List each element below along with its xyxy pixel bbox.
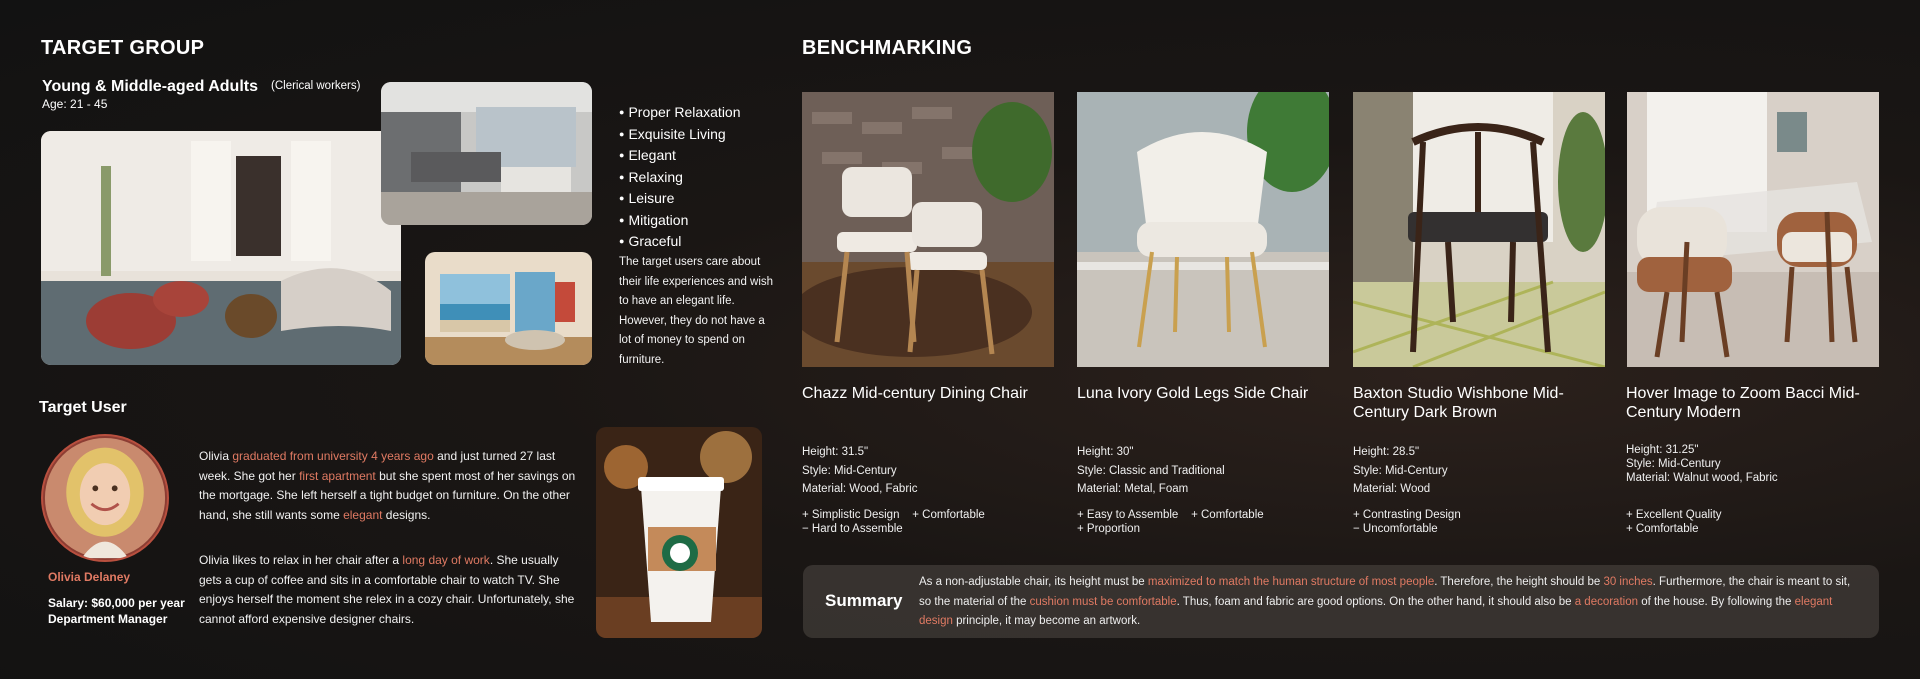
chair-1-photo — [802, 92, 1054, 367]
target-group-title: TARGET GROUP — [41, 37, 205, 59]
keyword-item: ● Relaxing — [619, 168, 741, 190]
chair-3-photo — [1353, 92, 1605, 367]
age-range: Age: 21 - 45 — [42, 97, 108, 111]
user-story-paragraph-2: Olivia likes to relax in her chair after a long day of work. She usually gets a cup of coffee and sits in a comfortable chair to watch TV. She enjoys herself the moment she relex in a cozy chair. Unfortunately, she cannot afford expensive designer chairs. — [199, 553, 575, 626]
chair-1-style: Style: Mid-Century — [802, 464, 897, 477]
user-avatar — [41, 434, 169, 562]
chair-4-specs — [1626, 443, 1778, 485]
user-job: Department Manager — [48, 612, 168, 626]
user-story-paragraph-1: Olivia graduated from university 4 years ago and just turned 27 last week. She got her first apartment but she spent most of her savings on the mortgage. She left herself a tight budget on furniture. On the other hand, she still wants some elegant designs. — [199, 449, 576, 522]
chair-1-material: Material: Wood, Fabric — [802, 483, 918, 495]
chair-1-specs — [802, 443, 917, 499]
keyword-item: ● Exquisite Living — [619, 125, 741, 147]
keyword-list — [619, 103, 741, 254]
chair-3-material: Material: Wood — [1353, 483, 1431, 495]
chair-1-name: Chazz Mid-century Dining Chair — [802, 385, 1028, 402]
chair-2-specs — [1077, 443, 1225, 499]
audience-label: Young & Middle-aged Adults — [42, 78, 258, 95]
chair-3-height: Height: 28.5" — [1353, 446, 1420, 458]
chair-4-material: Material: Walnut wood, Fabric — [1626, 472, 1778, 484]
chair-3-specs — [1353, 443, 1448, 499]
chair-3-name: Baxton Studio Wishbone Mid-Century Dark Brown — [1353, 385, 1564, 421]
keyword-item: ● Elegant — [619, 146, 741, 168]
audience-note: (Clerical workers) — [271, 80, 361, 92]
chair-4-height: Height: 31.25" — [1626, 444, 1699, 456]
chair-4-pros-cons: + Excellent Quality + Comfortable — [1626, 509, 1722, 535]
chair-2-style: Style: Classic and Traditional — [1077, 464, 1225, 477]
user-name: Olivia Delaney — [48, 570, 131, 584]
keyword-item: ● Proper Relaxation — [619, 103, 741, 125]
chair-3-pros-cons: + Contrasting Design − Uncomfortable — [1353, 509, 1461, 535]
ocean-view-photo — [425, 252, 592, 365]
chair-2-pros-cons: + Easy to Assemble + Comfortable + Proportion — [1077, 509, 1264, 535]
chair-4-name: Hover Image to Zoom Bacci Mid-Century Modern — [1626, 385, 1860, 421]
chair-2-name: Luna Ivory Gold Legs Side Chair — [1077, 385, 1309, 402]
keyword-item: ● Graceful — [619, 232, 741, 254]
chair-1-pros-cons: + Simplistic Design + Comfortable − Hard to Assemble — [802, 509, 985, 535]
target-user-title: Target User — [39, 399, 127, 416]
benchmarking-title: BENCHMARKING — [802, 37, 973, 59]
chair-2-height: Height: 30" — [1077, 446, 1134, 458]
target-group-description: The target users care about their life experiences and wish to have an elegant life. However, they do not have a lot of money to spend on furniture. — [619, 256, 774, 366]
summary-box — [803, 565, 1879, 638]
user-salary: Salary: $60,000 per year — [48, 596, 185, 610]
chair-4-style: Style: Mid-Century — [1626, 458, 1721, 470]
chair-2-photo — [1077, 92, 1329, 367]
chair-2-material: Material: Metal, Foam — [1077, 483, 1189, 495]
summary-text: As a non-adjustable chair, its height must be maximized to match the human structure of most people. Therefore, the height should be 30 inches. Furthermore, the chair is meant to sit, so the material of the cushion must be comfortable. Thus, foam and fabric are good options. On the other hand, it should also be a decoration of the house. By following the elegant design principle, it may become an artwork. — [919, 576, 1851, 627]
coffee-cup-photo — [596, 427, 762, 638]
kitchen-photo — [381, 82, 592, 225]
keyword-item: ● Mitigation — [619, 211, 741, 233]
chair-3-style: Style: Mid-Century — [1353, 464, 1448, 477]
keyword-item: ● Leisure — [619, 189, 741, 211]
summary-label: Summary — [825, 591, 903, 610]
living-room-photo — [41, 131, 401, 365]
chair-4-photo — [1627, 92, 1879, 367]
chair-1-height: Height: 31.5" — [802, 446, 869, 458]
